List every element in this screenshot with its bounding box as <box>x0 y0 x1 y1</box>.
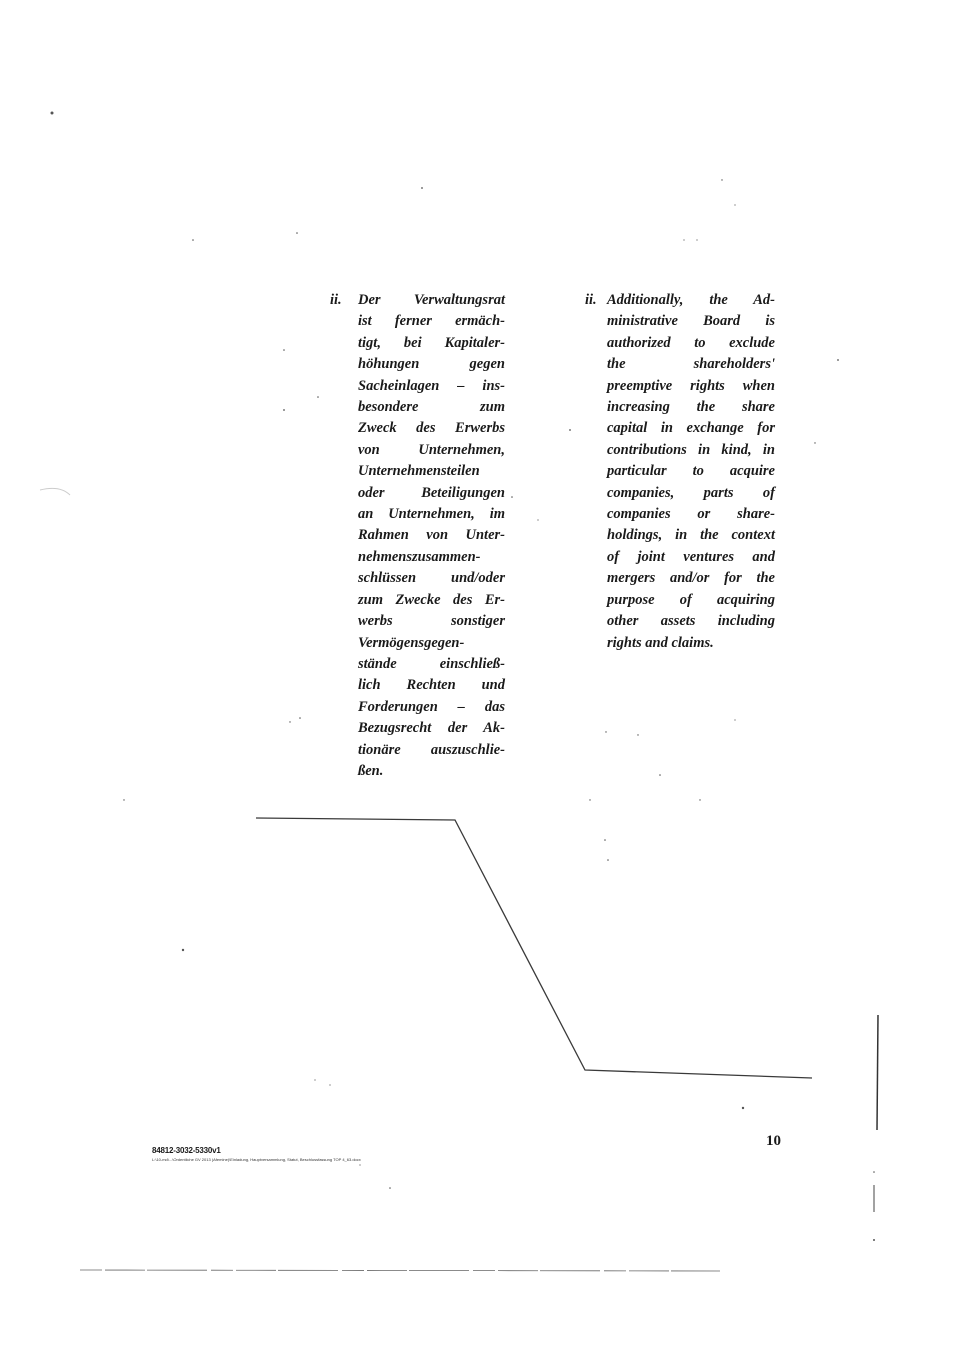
german-line: ßen. <box>358 762 384 779</box>
german-line: lich Rechten und <box>358 677 505 694</box>
german-line: an Unternehmen, im <box>358 506 505 523</box>
german-line: Sacheinlagen – ins- <box>358 377 505 394</box>
german-line: von Unternehmen, <box>358 441 505 458</box>
german-line: Unternehmensteilen <box>358 463 480 480</box>
english-line: purpose of acquiring <box>607 591 775 608</box>
english-line: contributions in kind, in <box>607 441 775 458</box>
english-line: companies, parts of <box>607 484 775 501</box>
german-line: Forderungen – das <box>358 698 505 715</box>
german-line: tigt, bei Kapitaler- <box>358 334 505 351</box>
german-line: nehmenszusammen- <box>358 548 481 565</box>
english-line: authorized to exclude <box>607 334 775 351</box>
german-line: Bezugsrecht der Ak- <box>358 720 505 737</box>
english-line: mergers and/or for the <box>607 570 775 587</box>
german-line: oder Beteiligungen <box>358 484 505 501</box>
german-line: stände einschließ- <box>358 655 505 672</box>
german-line: Zweck des Erwerbs <box>358 420 505 437</box>
german-line: tionäre auszuschlie- <box>358 741 505 758</box>
german-line: Der Verwaltungsrat <box>358 292 505 308</box>
english-line: the shareholders' <box>607 356 775 373</box>
english-line: ministrative Board is <box>607 313 775 330</box>
english-line: increasing the share <box>607 399 775 416</box>
english-line: of joint ventures and <box>607 548 775 565</box>
document-id: 84812-3032-5330v1 <box>152 1146 221 1155</box>
english-clause-marker: ii. <box>585 292 597 308</box>
english-line: other assets including <box>607 613 775 630</box>
english-line: rights and claims. <box>607 634 714 651</box>
german-line: werbs sonstiger <box>358 613 505 630</box>
document-path: L:\10-md\...\Ordentliche GV 2013 (Afemine)\Einladung, Hauptversammlung, Statut, Beschlussfassung TOP 4_63.docx <box>152 1157 361 1162</box>
german-line: Vermögensgegen- <box>358 634 465 651</box>
english-line: preemptive rights when <box>607 377 775 394</box>
german-line: zum Zwecke des Er- <box>358 591 505 608</box>
german-line: höhungen gegen <box>358 356 505 373</box>
german-line: schlüssen und/oder <box>358 570 505 587</box>
english-line: particular to acquire <box>607 463 775 480</box>
german-line: ist ferner ermäch- <box>358 313 505 330</box>
english-line: Additionally, the Ad- <box>607 292 775 308</box>
german-clause-marker: ii. <box>330 292 342 308</box>
german-line: besondere zum <box>358 399 505 416</box>
english-line: holdings, in the context <box>607 527 775 544</box>
english-line: capital in exchange for <box>607 420 775 437</box>
german-line: Rahmen von Unter- <box>358 527 505 544</box>
page-number: 10 <box>766 1133 781 1149</box>
english-line: companies or share- <box>607 506 775 523</box>
